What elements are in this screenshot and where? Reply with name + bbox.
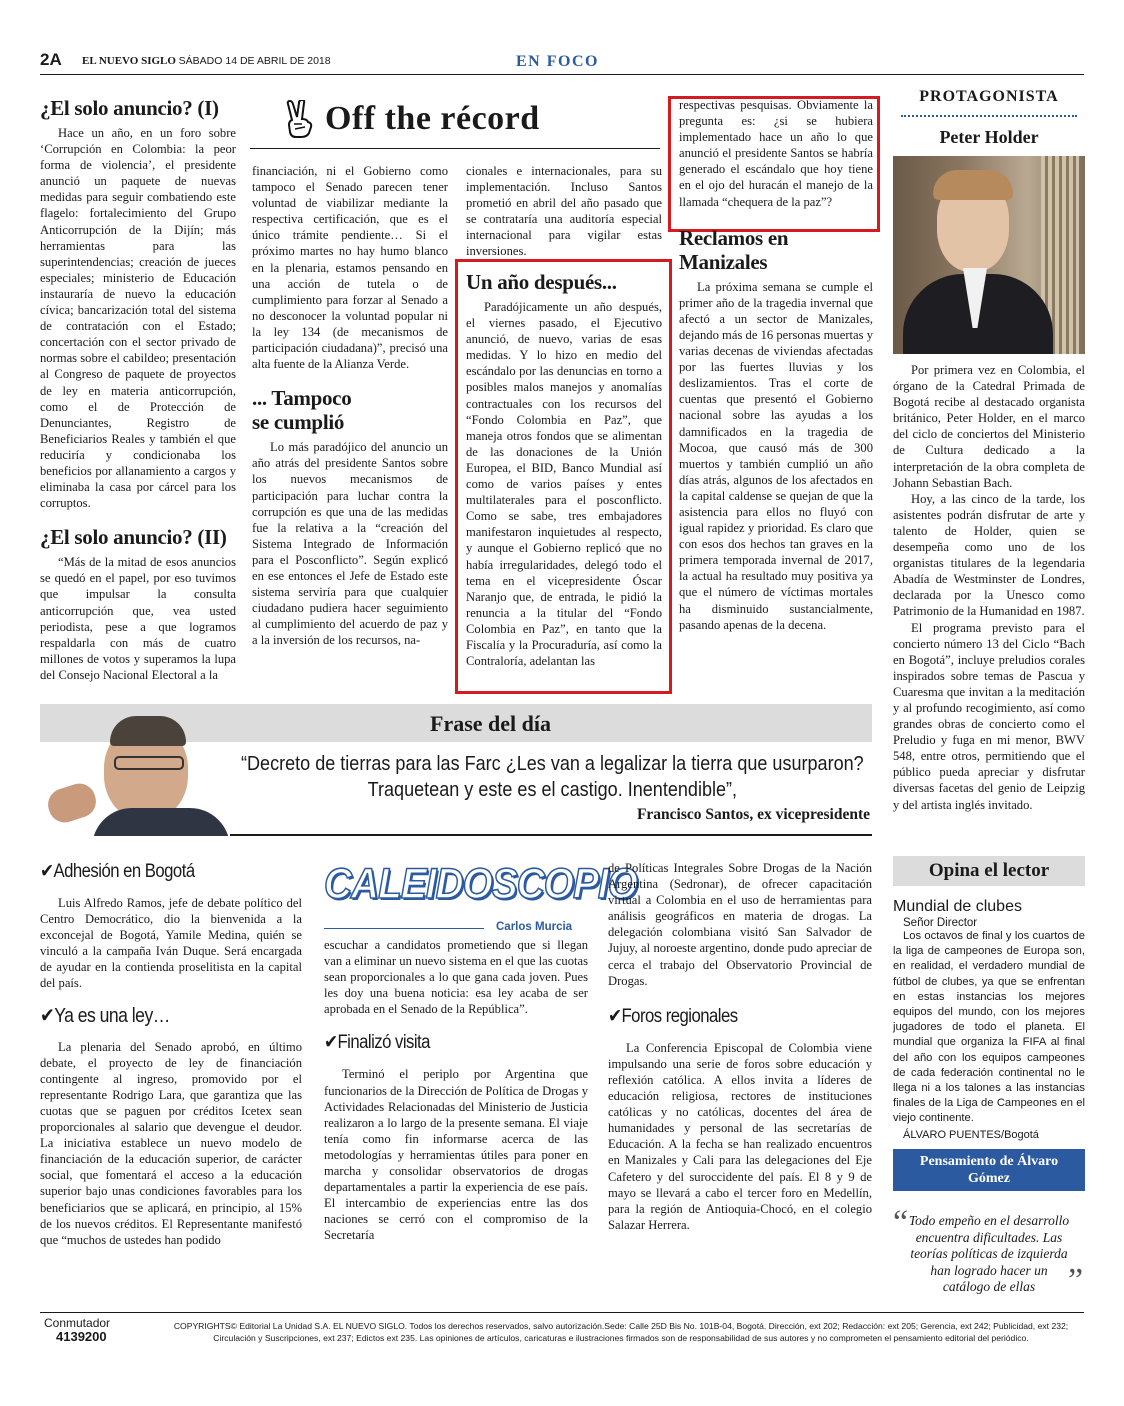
item-heading [40,1004,271,1027]
caleidoscopio-author: Carlos Murcia [496,921,573,933]
peace-hand-icon [285,100,315,138]
off-record-col-3b [466,270,662,669]
item-heading [324,1031,556,1054]
paragraph: Hace un año, en un foro sobre ‘Corrupción en Colombia: la peor forma de violencia’, el presidente anunció un paquete de nuevas medidas para seguir combatiendo este flagelo: fortalecimiento del Grupo Anticorrupción de la Dijín; más herramientas para las superintendencias; creación de jueces especiales; ministerio de Educación instauraría de nuevo la educación cívica; bancarización total del sistema de contratación con el Estado; concertación con el sector privado de normas sobre el cabildeo; presentación al Congreso de paquete de proyectos de ley en materia anticorrupción, como el de Protección de Denunciantes, Registro de Beneficiarios Reales y también el que reduciría y condicionaba los beneficios por allanamiento a cargos y eliminaba la casa por cárcel para los corruptos. [40,126,236,511]
letter-text: Los octavos de final y los cuartos de la liga de campeones de Europa son, en realidad, el verdadero mundial de fútbol de clubes, ya que se enfrentan en estas instancias los mejores equipos del mundo, con los mejores jugadores de todo el planeta. El mundial que organiza la FIFA al final del año con los equipos campeones de cada federación continental no le llega ni a los talones a las instancias finales de la Liga de Campeones en el viejo continente. [893,930,1085,1125]
portrait-photo [893,156,1085,354]
speaker-photo [40,704,230,836]
letter-title: Mundial de clubes [893,898,1022,915]
caleidoscopio-col-2 [324,860,637,1244]
check-icon: ✔ [40,1002,55,1027]
conmutador-label: Conmutador [44,1316,111,1330]
paragraph: La próxima semana se cumple el primer año de la tragedia invernal que afectó a un sector de Manizales, dejando más de 16 personas muertas y varias decenas de viviendas afectadas por las fuertes lluvias y los deslizamientos. Tras el corte de cuentas que presentó el Gobierno nacional sobre las ayudas a los damnificados en la tragedia de Mocoa, que causó más de 300 muertos y también cumplió un año días atrás, algunos de los afectados en la capital caldense se quejan de que la asistencia para ellos no fluyó con igual rapidez y prioridad. Es claro que con esos dos hechos tan graves en la primera temporada invernal de 2017, la actual ha resultado muy positiva ya que el número de víctimas mortales ha disminuido sustancialmente, pasando apenas de la decena. [679,279,873,632]
frase-author: Francisco Santos, ex vicepresidente [636,806,870,823]
item-heading [40,860,271,883]
opina-el-lector [893,856,1085,1141]
paragraph: escuchar a candidatos prometiendo que si llegan van a eliminar un nuevo sistema en el que las cuotas sean proporcionales a lo que gana cada joven. Pues les doy una buena noticia: esa ley acaba de ser aprobada en el Senado de la República”. [324,938,588,1017]
copyright-text: COPYRIGHTS© Editorial La Unidad S.A. EL NUEVO SIGLO. Todos los derechos reservados, salvo autorización.Sede: Calle 25D Bis No. 101B-04, Bogotá. Dirección, ext 202; Redacción: ext 205; Gerencia, ext 242; Publicidad, ext 232; Circulación y Suscripciones, ext 237; Edictos ext 235. Las opiniones de artículos, caricaturas e ilustraciones firmados son de responsabilidad de sus autores y no comprometen el pensamiento editorial del periódico. [173,1321,1069,1343]
dotted-rule [901,115,1077,117]
page-number: 2A [40,50,62,69]
protagonista-label: PROTAGONISTA [919,88,1059,105]
item-heading [608,1005,840,1028]
letter-salutation: Señor Director [903,917,978,929]
frase-label: Frase del día [430,711,551,736]
pensamiento-label: Pensamiento de Álvaro Gómez [919,1154,1059,1186]
frase-quote: “Decreto de tierras para las Farc ¿Les van a legalizar la tierra que usurparon? Traquetean y este es el castigo. Inentendible”, [241,752,864,801]
footer-rule [40,1312,1084,1313]
caleidoscopio-col-3 [608,860,872,1233]
issue-date: SÁBADO 14 DE ABRIL DE 2018 [178,55,331,67]
paragraph: respectivas pesquisas. Obviamente la pregunta es: ¿si se hubiera implementado hace un año lo que anunció el presidente Santos se habría generado el escándalo que hoy tiene en el ojo del huracán el manejo de la llamada “chequera de la paz”? [679,98,873,209]
paragraph: de Políticas Integrales Sobre Drogas de la Nación Argentina (Sedronar), de ofrecer capacitación virtual a Colombia en el uso de herramientas para análisis geográficos en materia de drogas. La delegación colombiana visitó San Salvador de Jujuy, al noroeste argentino, donde pudo apreciar de cerca el trabajo del Observatorio Provincial de Drogas. [608,861,872,988]
check-icon: ✔ [324,1031,338,1054]
item-title: Ya es una ley… [54,1004,170,1027]
item-title: Foros regionales [621,1005,738,1027]
paragraph: cionales e internacionales, para su implementación. Incluso Santos prometió en abril del año pasado que se contrataría una auditoría especial internacional para vigilar estas inversiones. [466,164,662,259]
section-heading: ... Tampoco se cumplió [252,386,352,435]
check-icon: ✔ [40,860,54,882]
paragraph: Luis Alfredo Ramos, jefe de debate político del Centro Democrático, dio la bienvenida a la exconcejal de Bogotá, Yamile Medina, quién se vinculó a la campaña Iván Duque. Será encargada de ayudar en la contienda proselitista en la capital del país. [40,896,302,991]
letter-signature: ÁLVARO PUENTES/Bogotá [903,1128,1039,1141]
paragraph: financiación, ni el Gobierno como tampoco el Senado parecen tener voluntad de viabilizar mediante la respectiva certificación, que es el único trámite pendiente… Si el próximo martes no hay humo blanco en la plenaria, estamos pensando en una acción de tutela o de cumplimiento para forzar al Senado a no desconocer la voluntad popular ni la ley 134 (de mecanismos de participación ciudadana)”, precisó una alta fuente de la Alianza Verde. [252,164,448,372]
caleidoscopio-title: CALEIDOSCOPIO [324,860,637,908]
section-heading: Reclamos en Manizales [679,225,789,274]
protagonista-sidebar [893,88,1085,813]
check-icon: ✔ [608,1004,622,1027]
close-quote-icon: ” [1068,1262,1084,1299]
section-name: EN FOCO [516,53,599,70]
opina-label: Opina el lector [928,860,1050,881]
off-record-col-4 [679,97,873,633]
paragraph: Por primera vez en Colombia, el órgano de la Catedral Primada de Bogotá recibe al destacado organista británico, Peter Holder, en el marco del ciclo de conciertos del Ministerio de Cultura dedicado a la interpretación de la obra completa de Johann Sebastian Bach. [893,363,1085,490]
paragraph: La plenaria del Senado aprobó, en último debate, el proyecto de ley de financiación contingente al ingreso, promovido por el representante Rodrigo Lara, que garantiza que las cuotas que se paguen por créditos Icetex sean proporcionales al salario que devengue el deudor. La iniciativa establece un nuevo modelo de financiación de la educación superior, de carácter social, que fomentará el acceso a la educación superior bajo unas condiciones favorables para los beneficiarios que se aplicará, en principio, al 15% de los nuevos créditos. El Representante manifestó que “muchos de ustedes han podido [40,1039,302,1247]
frase-del-dia-box [40,704,872,836]
caleidoscopio-col-1 [40,860,302,1248]
off-record-col-1 [40,96,236,683]
paragraph: Paradójicamente un año después, el viernes pasado, el Ejecutivo anunció, de nuevo, varias de esas medidas. Y lo hizo en medio del escándalo por las denuncias en torno a posibles malos manejos y anomalías contractuales con los recursos del “Fondo Colombia en Paz”, que maneja otros fondos que se alimentan de las donaciones de la Unión Europea, el BID, Banco Mundial así como de varios países y entes multilaterales para el posconflicto. Como se sabe, tres embajadores manifestaron inquietudes al respecto, y aunque el Gobierno replicó que no había irregularidades, delegó todo el tema en el vicepresidente Óscar Naranjo que, de entrada, le pidió la renuncia a la titular del “Fondo Colombia en Paz”, en tanto que la Fiscalía y la Procuraduría, así como la Contraloría, adelantan las [466,300,662,669]
off-record-title-rule [250,148,660,149]
item-title: Adhesión en Bogotá [53,861,195,882]
off-record-col-3 [466,163,662,260]
paragraph: Terminó el periplo por Argentina que funcionarios de la Dirección de Política de Drogas y Actividades Relacionadas del Ministerio de Justicia realizaron a lo largo de la presente semana. El viaje tenía como fin informarse acerca de las metodologías y herramientas útiles para poner en marcha y consolidar observatorios de drogas departamentales a partir la experiencia de ese país. El intercambio de experiencias entre las dos naciones se cerró con el compromiso de la Secretaría [324,1067,588,1243]
caleidoscopio-rule [324,928,484,929]
off-record-col-2 [252,163,448,648]
opina-header [893,856,1085,886]
protagonista-name: Peter Holder [939,127,1039,147]
paragraph: El programa previsto para el concierto número 13 del Ciclo “Bach en Bogotá”, incluye preludios corales inspirados sobre temas de Pascua y Cuaresma que invitan a la meditación y al profundo recogimiento, así como grandes obras de concierto como el Preludio y fuga en mi menor, BWV 548, entre otros, permitiendo que el público pueda apreciar y disfrutar diversas facetas del genio de Leipzig y del artista inglés invitado. [893,620,1085,812]
open-quote-icon: “ [893,1204,909,1241]
off-record-title [285,99,540,139]
section-heading: ¿El solo anuncio? (I) [40,96,219,120]
pensamiento-quote: Todo empeño en el desarrollo encuentra dificultades. Las teorías políticas de izquierda han logrado hacer un catálogo de ellas [908,1213,1070,1294]
masthead-line [82,55,331,67]
paragraph: Hoy, a las cinco de la tarde, los asistentes podrán disfrutar de arte y talento de Holder, quien se desempeña como uno de los organistas titulares de la legendaria Abadía de Westminster de Londres, declarada por la Unesco como Patrimonio de la Humanidad en 1987. [893,491,1085,619]
section-heading: ¿El solo anuncio? (II) [40,525,227,550]
conmutador-number: 4139200 [56,1329,107,1344]
paragraph: Lo más paradójico del anuncio un año atrás del presidente Santos sobre los nuevos mecanismos de participación para luchar contra la corrupción es que una de las medidas fue la relativa a la “creación del Sistema Integrado de Información para el Posconflicto”. Según explicó en ese entonces el Jefe de Estado este sistema serviría para que cualquier ciudadano pudiera hacer seguimiento al cumplimiento del acuerdo de paz y a la inversión de los recursos, na- [252,440,448,648]
section-heading: Un año después... [466,270,617,294]
header-rule [40,74,1084,75]
off-record-heading: Off the récord [325,100,540,137]
item-title: Finalizó visita [337,1032,430,1054]
paper-name: EL NUEVO SIGLO [82,55,176,67]
frase-bottom-rule [230,834,872,836]
paragraph: “Más de la mitad de esos anuncios se quedó en el papel, por eso tuvimos que impulsar la consulta anticorrupción que, vea usted periodista, pese a que logramos respaldarla con más de cuatro millones de votos y superamos la lupa del Consejo Nacional Electoral a la [40,555,236,682]
pensamiento-header [893,1149,1085,1191]
paragraph: La Conferencia Episcopal de Colombia viene impulsando una serie de foros sobre educación y reflexión católica. A ellos invita a líderes de educación religiosa, rectores de instituciones católicas y no católicas, docentes del área de humanidades y personal de las secretarías de Educación. A la fecha se han realizado encuentros en Manizales y Cali para las delegaciones del Eje Cafetero y del suroccidente del país. El 8 y 9 de mayo se llevará a cabo el tercer foro en Medellín, para la región de Antioquia-Chocó, en el colegio Salazar Herrera. [608,1040,872,1232]
